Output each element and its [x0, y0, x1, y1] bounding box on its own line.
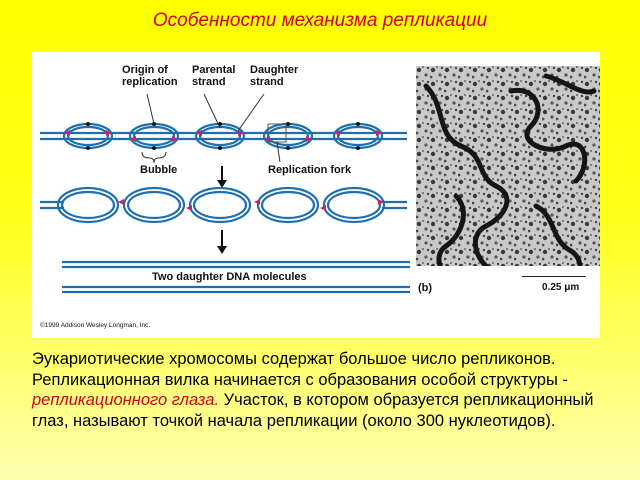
bubble-label: Bubble: [140, 164, 178, 176]
body-text-part-2: Участок, в котором образуется репликационный глаз, называют точкой начала репликации (около 300 нуклеотидов).: [32, 391, 594, 430]
daughter-label: Daughter strand: [250, 64, 299, 88]
copyright-text: ©1999 Addison Wesley Longman, Inc.: [40, 322, 151, 329]
scale-bar: [522, 276, 586, 277]
scale-label: 0.25 μm: [542, 282, 580, 293]
replication-figure: [32, 52, 600, 338]
slide-title: Особенности механизма репликации: [152, 10, 488, 31]
panel-b-label: (b): [418, 282, 433, 294]
body-highlight: репликационного глаза.: [32, 391, 220, 409]
down-arrow-2: [217, 230, 227, 254]
daughter-molecules-label: Two daughter DNA molecules: [148, 271, 311, 283]
parental-label: Parental strand: [192, 64, 236, 88]
electron-micrograph: [416, 66, 600, 302]
fork-label: Replication fork: [268, 164, 352, 176]
bubbles-row-2: [40, 188, 407, 222]
origin-label: Origin of replication: [122, 64, 178, 88]
micrograph-image: [416, 66, 600, 302]
down-arrow-1: [217, 166, 227, 188]
body-text-part-1: Эукариотические хромосомы содержат большое число репликонов. Репликационная вилка начинается с образования особой структуры -: [32, 350, 568, 389]
body-paragraph: [32, 349, 622, 431]
bubbles-row-1: [40, 124, 407, 148]
